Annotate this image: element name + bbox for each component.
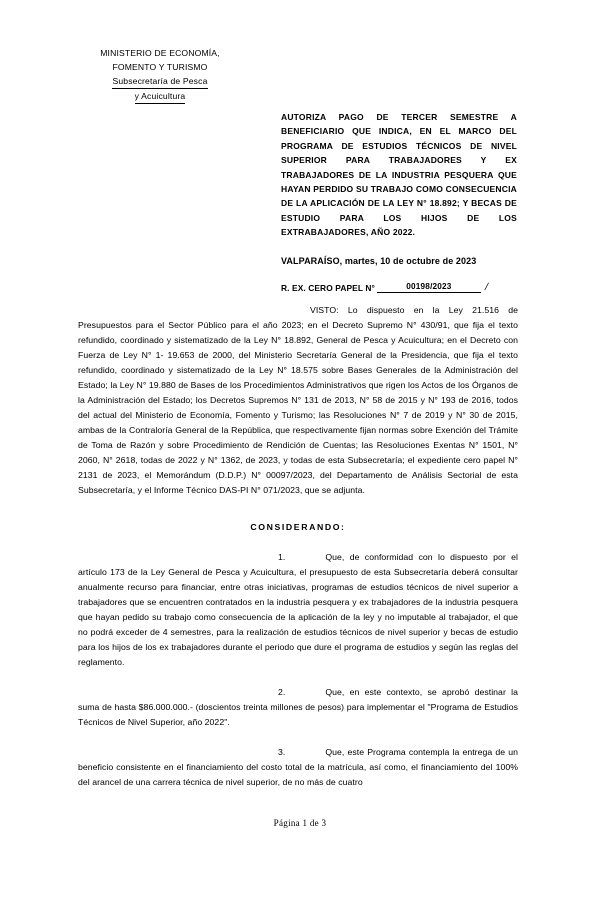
considerando-item-1 [78, 550, 518, 670]
page-footer: Página 1 de 3 [273, 818, 327, 828]
resolution-number-label: R. EX. CERO PAPEL N° [281, 283, 375, 293]
considerando-item-3 [78, 745, 518, 790]
letterhead-line-division: FOMENTO Y TURISMO [112, 62, 208, 72]
paragraph-visto [78, 303, 518, 498]
resolution-number-value: 00198/2023 [406, 282, 452, 291]
item-2-text: Que, en este contexto, se aprobó destinar la suma de hasta $86.000.000.- (doscientos treinta millones de pesos) para implementar el "Programa de Estudios Técnicos de Nivel Superior, año 2022". [78, 687, 518, 727]
letterhead-line-ministry: MINISTERIO DE ECONOMÍA, [100, 48, 220, 58]
spacer-item-2-3 [78, 730, 518, 745]
item-1-number: 1. [278, 552, 286, 562]
document-title: AUTORIZA PAGO DE TERCER SEMESTRE A BENEFICIARIO QUE INDICA, EN EL MARCO DEL PROGRAMA DE ESTUDIOS TÉCNICOS DE NIVEL SUPERIOR PARA TRABAJADORES Y EX TRABAJADORES DE LA INDUSTRIA PESQUERA QUE HAYAN PERDIDO SU TRABAJO COMO CONSECUENCIA DE LA APLICACIÓN DE LA LEY N° 18.892; Y BECAS DE ESTUDIO PARA LOS HIJOS DE LOS EXTRABAJADORES, AÑO 2022. [281, 112, 517, 238]
letterhead-line-subsecretary: Subsecretaría de Pesca [60, 74, 260, 89]
resolution-number-field [377, 281, 481, 293]
resolution-number-line [281, 281, 488, 293]
letterhead [60, 46, 260, 104]
place-and-date: VALPARAÍSO, martes, 10 de octubre de 2023 [281, 256, 477, 266]
resolution-number-slash: / [483, 282, 490, 293]
item-3-text: Que, este Programa contempla la entrega de un beneficio consistente en el financiamiento del costo total de la matrícula, así como, el financiamiento del 100% del arancel de una carrera técnica de nivel superior, de no más de cuatro [78, 747, 518, 787]
visto-text: VISTO: Lo dispuesto en la Ley 21.516 de Presupuestos para el Sector Público para el año 2023; en el Decreto Supremo N° 430/91, que fija el texto refundido, coordinado y sistematizado de la Ley N° 18.892, General de Pesca y Acuicultura; en el Decreto con Fuerza de Ley N° 1- 19.653 de 2000, del Ministerio Secretaría General de la Presidencia, que fija el texto refundido, coordinado y sistematizado de la Ley N° 18.575 sobre Bases Generales de la Administración del Estado; la Ley N° 19.880 de Bases de los Procedimientos Administrativos que rigen los Actos de los Órganos de la Administración del Estado; los Decretos Supremos N° 131 de 2013, N° 58 de 2015 y N° 193 de 2016, todos del actual del Ministerio de Economía, Fomento y Turismo; las Resoluciones N° 7 de 2019 y N° 30 de 2015, ambas de la Contraloría General de la República, que respectivamente fijan normas sobre Exención del Trámite de Toma de Razón y sobre Procedimiento de Rendición de Cuentas; las Resoluciones Exentas N° 1501, N° 2060, N° 2618, todas de 2022 y N° 1362, de 2023, y todas de esta Subsecretaría; el expediente cero papel N° 2131 de 2023, el Memorándum (D.D.P.) N° 00097/2023, del Departamento de Análisis Sectorial de esta Subsecretaría, y el Informe Técnico DAS-PI N° 071/2023, que se adjunta. [78, 305, 518, 495]
letterhead-line-aquaculture: y Acuicultura [60, 89, 260, 104]
item-3-number: 3. [278, 747, 286, 757]
item-2-number: 2. [278, 687, 286, 697]
spacer-item-1-2 [78, 670, 518, 685]
spacer-before-considerando [78, 498, 518, 520]
spacer-after-considerando [78, 535, 518, 550]
considerando-item-2 [78, 685, 518, 730]
item-1-text: Que, de conformidad con lo dispuesto por el artículo 173 de la Ley General de Pesca y Acuicultura, el presupuesto de esta Subsecretaría deberá consultar anualmente recurso para financiar, entre otras iniciativas, programas de estudios técnicos de nivel superior a trabajadores que se encuentren contratados en la industria pesquera y ex trabajadores de la industria pesquera que hayan pedido su trabajo como consecuencia de la aplicación de la ley y no imputable al trabajador, el que no podrá exceder de 4 semestres, para la realización de estudios técnicos de nivel superior y becas de estudio para los hijos de los ex trabajadores durante el periodo que dure el programa de estudios y según las reglas del reglamento. [78, 552, 518, 667]
document-body [78, 303, 518, 790]
considerando-heading: CONSIDERANDO: [250, 522, 346, 532]
